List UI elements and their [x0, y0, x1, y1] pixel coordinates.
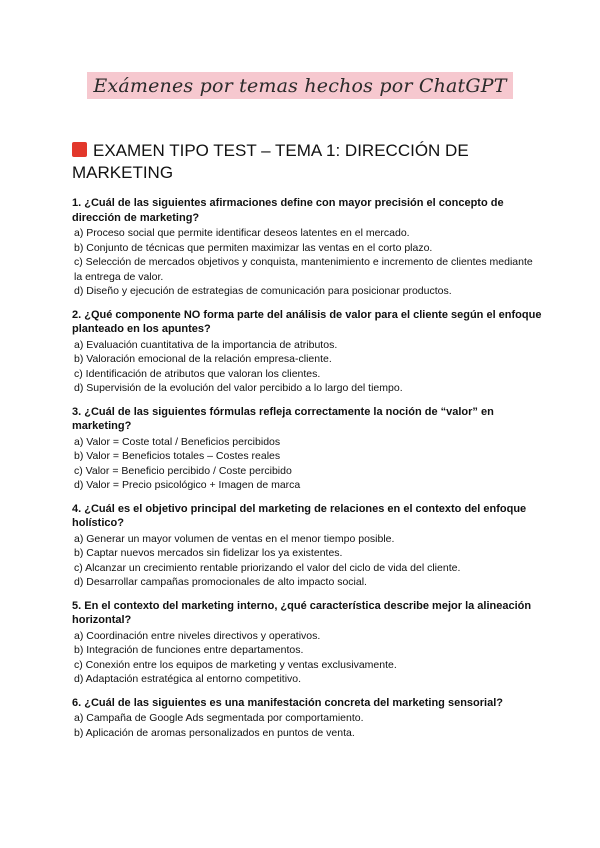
- option-b: b) Captar nuevos mercados sin fidelizar los ya existentes.: [74, 547, 343, 559]
- question-text: 6. ¿Cuál de las siguientes es una manifestación concreta del marketing sensorial?: [72, 696, 503, 709]
- option-a: a) Proceso social que permite identificar deseos latentes en el mercado.: [74, 227, 410, 239]
- exam-title-text: EXAMEN TIPO TEST – TEMA 1: DIRECCIÓN DE MARKETING: [72, 141, 469, 182]
- option-a: a) Generar un mayor volumen de ventas en el menor tiempo posible.: [74, 532, 395, 545]
- question-list: [72, 196, 542, 749]
- exam-title: [72, 140, 492, 184]
- banner-title: Exámenes por temas hechos por ChatGPT: [87, 72, 512, 99]
- red-square-icon: [72, 142, 87, 157]
- question-2: [72, 308, 542, 396]
- option-c: c) Identificación de atributos que valoran los clientes.: [74, 367, 321, 380]
- option-b: b) Integración de funciones entre departamentos.: [74, 644, 304, 656]
- option-d: d) Diseño y ejecución de estrategias de comunicación para posicionar productos.: [74, 285, 452, 297]
- option-d: d) Supervisión de la evolución del valor percibido a lo largo del tiempo.: [74, 382, 403, 394]
- option-c: c) Alcanzar un crecimiento rentable priorizando el valor del ciclo de vida del cliente.: [74, 561, 461, 574]
- question-text: 2. ¿Qué componente NO forma parte del análisis de valor para el cliente según el enfoque planteado en los apuntes?: [72, 308, 542, 335]
- option-c: c) Conexión entre los equipos de marketing y ventas exclusivamente.: [74, 658, 397, 671]
- question-text: 4. ¿Cuál es el objetivo principal del marketing de relaciones en el contexto del enfoque holístico?: [72, 502, 527, 529]
- option-b: b) Valoración emocional de la relación empresa-cliente.: [74, 353, 332, 365]
- question-text: 1. ¿Cuál de las siguientes afirmaciones define con mayor precisión el concepto de dirección de marketing?: [72, 197, 504, 224]
- question-text: 5. En el contexto del marketing interno, ¿qué característica describe mejor la alineación horizontal?: [72, 599, 532, 626]
- question-3: [72, 405, 542, 493]
- option-c: c) Valor = Beneficio percibido / Coste percibido: [74, 464, 292, 477]
- question-1: [72, 196, 542, 299]
- option-a: a) Evaluación cuantitativa de la importancia de atributos.: [74, 338, 338, 351]
- question-5: [72, 599, 542, 687]
- question-4: [72, 502, 542, 590]
- option-a: a) Coordinación entre niveles directivos y operativos.: [74, 629, 321, 642]
- option-d: d) Desarrollar campañas promocionales de alto impacto social.: [74, 576, 367, 588]
- option-a: a) Campaña de Google Ads segmentada por comportamiento.: [74, 712, 364, 724]
- option-b: b) Valor = Beneficios totales – Costes reales: [74, 450, 281, 462]
- option-d: d) Adaptación estratégica al entorno competitivo.: [74, 673, 302, 685]
- question-6: [72, 696, 542, 741]
- question-text: 3. ¿Cuál de las siguientes fórmulas refleja correctamente la noción de “valor” en marketing?: [72, 405, 494, 432]
- option-b: b) Aplicación de aromas personalizados en puntos de venta.: [74, 726, 355, 739]
- banner-wrap: [0, 72, 600, 99]
- option-a: a) Valor = Coste total / Beneficios percibidos: [74, 435, 281, 448]
- option-d: d) Valor = Precio psicológico + Imagen de marca: [74, 479, 301, 491]
- option-c: c) Selección de mercados objetivos y conquista, mantenimiento e incremento de clientes mediante la entrega de valor.: [74, 256, 533, 283]
- option-b: b) Conjunto de técnicas que permiten maximizar las ventas en el corto plazo.: [74, 241, 433, 254]
